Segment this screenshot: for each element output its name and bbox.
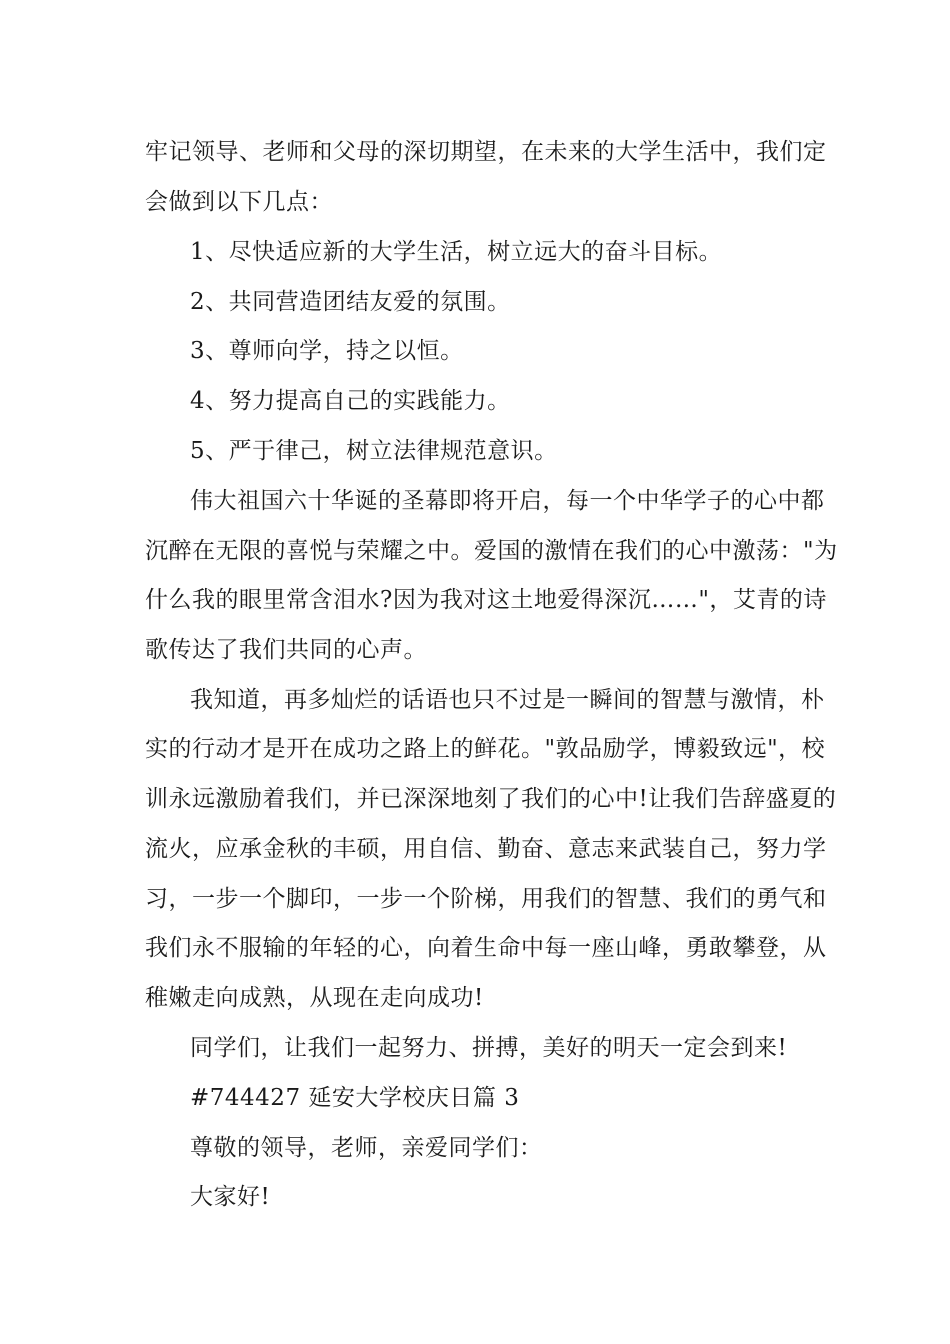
- list-item: 4、努力提高自己的实践能力。: [190, 388, 511, 414]
- list-item: 2、共同营造团结友爱的氛围。: [190, 289, 511, 315]
- text-line: 什么我的眼里常含泪水?因为我对这土地爱得深沉……"，艾青的诗: [145, 587, 827, 613]
- text-line: 同学们，让我们一起努力、拼搏，美好的明天一定会到来!: [190, 1035, 788, 1061]
- text-line: 实的行动才是开在成功之路上的鲜花。"敦品励学，博毅致远"，校: [145, 736, 826, 762]
- text-line: 我们永不服输的年轻的心，向着生命中每一座山峰，勇敢攀登，从: [145, 935, 827, 961]
- list-item: 3、尊师向学，持之以恒。: [190, 338, 464, 364]
- text-line: 稚嫩走向成熟，从现在走向成功!: [145, 985, 484, 1011]
- text-line: 会做到以下几点：: [145, 189, 333, 215]
- text-line: 习，一步一个脚印，一步一个阶梯，用我们的智慧、我们的勇气和: [145, 886, 827, 912]
- text-line: 牢记领导、老师和父母的深切期望，在未来的大学生活中，我们定: [145, 139, 827, 165]
- text-line: 歌传达了我们共同的心声。: [145, 637, 427, 663]
- text-line: 我知道，再多灿烂的话语也只不过是一瞬间的智慧与激情，朴: [190, 687, 825, 713]
- salutation: 尊敬的领导，老师，亲爱同学们：: [190, 1135, 543, 1161]
- list-item: 5、严于律己，树立法律规范意识。: [190, 438, 558, 464]
- list-item: 1、尽快适应新的大学生活，树立远大的奋斗目标。: [190, 239, 723, 265]
- greeting: 大家好!: [190, 1184, 271, 1210]
- text-line: 沉醉在无限的喜悦与荣耀之中。爱国的激情在我们的心中激荡："为: [145, 538, 838, 564]
- text-line: 训永远激励着我们，并已深深地刻了我们的心中!让我们告辞盛夏的: [145, 786, 837, 812]
- section-heading: #744427 延安大学校庆日篇 3: [190, 1085, 520, 1111]
- text-line: 流火，应承金秋的丰硕，用自信、勤奋、意志来武装自己，努力学: [145, 836, 827, 862]
- text-line: 伟大祖国六十华诞的圣幕即将开启，每一个中华学子的心中都: [190, 488, 825, 514]
